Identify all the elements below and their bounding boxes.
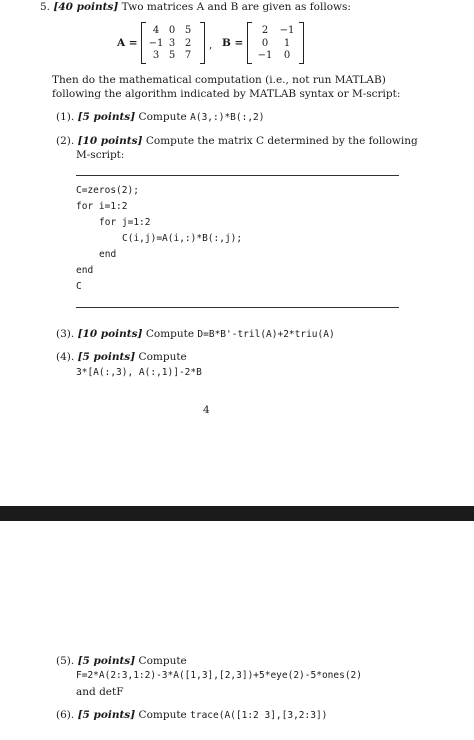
matrix-separator: , xyxy=(209,39,213,51)
matrix-a-label: A = xyxy=(117,37,138,49)
item-6-points: [5 points] xyxy=(77,709,136,721)
instruction-line-1: Then do the mathematical computation (i.e., not run MATLAB) xyxy=(52,74,386,86)
question-points: [40 points] xyxy=(53,1,119,13)
page-separator xyxy=(0,506,474,521)
question-intro: Two matrices A and B are given as follows: xyxy=(121,1,351,13)
A-cell: −1 xyxy=(148,37,164,49)
matrix-b-label: B = xyxy=(222,37,244,49)
item-6 xyxy=(56,708,327,723)
A-cell: 2 xyxy=(184,37,192,49)
item-1-number: (1). xyxy=(56,111,75,123)
B-cell: −1 xyxy=(279,25,295,36)
item-3-text: Compute xyxy=(145,328,195,340)
A-cell: 5 xyxy=(168,50,176,61)
item-1-points: [5 points] xyxy=(77,111,136,123)
item-6-code: trace(A([1:2 3],[3,2:3]) xyxy=(190,710,328,721)
item-2-number: (2). xyxy=(56,135,75,147)
script-line-4: C(i,j)=A(i,:)*B(:,j); xyxy=(122,233,243,244)
page-number: 4 xyxy=(203,404,210,416)
A-cell: 5 xyxy=(184,25,192,36)
script-line-5: end xyxy=(99,249,117,260)
A-cell: 0 xyxy=(168,25,176,36)
item-1-text: Compute xyxy=(138,111,187,123)
item-3-number: (3). xyxy=(56,328,75,340)
item-4-number: (4). xyxy=(56,351,75,363)
item-3-code: D=B*B'-tril(A)+2*triu(A) xyxy=(197,329,335,340)
script-line-3: for j=1:2 xyxy=(99,217,151,228)
item-5-number: (5). xyxy=(56,655,75,667)
A-cell: 3 xyxy=(152,50,160,61)
item-6-number: (6). xyxy=(56,709,75,721)
item-1 xyxy=(56,110,264,125)
item-1-code: A(3,:)*B(:,2) xyxy=(190,112,265,123)
item-4 xyxy=(56,350,187,364)
item-5-text: Compute xyxy=(138,655,187,667)
item-5-points: [5 points] xyxy=(77,655,136,667)
B-cell: 0 xyxy=(283,50,291,61)
A-cell: 7 xyxy=(184,50,192,61)
B-cell: 2 xyxy=(261,25,269,36)
A-cell: 3 xyxy=(168,37,176,49)
item-2-text: Compute the matrix C determined by the following xyxy=(145,135,418,147)
script-line-2: for i=1:2 xyxy=(76,201,128,212)
B-cell: −1 xyxy=(257,50,273,61)
item-2-text-2: M-script: xyxy=(76,149,125,161)
item-4-text: Compute xyxy=(138,351,187,363)
script-bottom-rule xyxy=(76,307,399,308)
B-cell: 0 xyxy=(261,37,269,49)
item-3 xyxy=(56,327,335,342)
B-cell: 1 xyxy=(283,37,291,49)
matrix-a xyxy=(141,22,205,64)
instruction-line-2: following the algorithm indicated by MATLAB syntax or M-script: xyxy=(52,88,401,100)
item-3-points: [10 points] xyxy=(77,328,143,340)
A-cell: 4 xyxy=(152,25,160,36)
item-5-code: F=2*A(2:3,1:2)-3*A([1,3],[2,3])+5*eye(2)-5*ones(2) xyxy=(76,670,362,681)
item-4-code: 3*[A(:,3), A(:,1)]-2*B xyxy=(76,367,202,378)
item-2-points: [10 points] xyxy=(77,135,143,147)
script-line-7: C xyxy=(76,281,82,292)
question-header xyxy=(40,0,351,14)
item-5-code-2: and detF xyxy=(76,686,124,698)
item-5 xyxy=(56,654,187,668)
item-2 xyxy=(56,134,418,148)
item-4-points: [5 points] xyxy=(77,351,136,363)
script-line-1: C=zeros(2); xyxy=(76,185,139,196)
matrix-b xyxy=(247,22,304,64)
question-number: 5. xyxy=(40,1,51,13)
script-top-rule xyxy=(76,175,399,176)
script-line-6: end xyxy=(76,265,94,276)
item-6-text: Compute xyxy=(138,709,187,721)
